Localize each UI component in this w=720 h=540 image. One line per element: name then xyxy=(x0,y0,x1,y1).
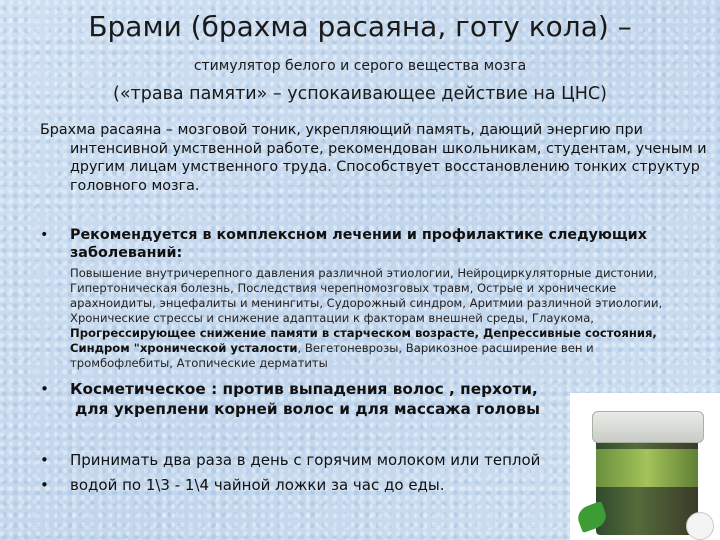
bullet-recommendation-text: Рекомендуется в комплексном лечении и профилактике следующих заболеваний: xyxy=(70,227,647,261)
bullet-cosmetic-line2: для укреплени корней волос и для массажа головы xyxy=(75,400,540,418)
bullet-dosage-2 xyxy=(40,475,600,495)
disease-list-text: Повышение внутричерепного давления различной этиологии, Нейроциркуляторные дистонии, Гипертоническая болезнь, Последствия черепномозговых травм, Острые и хронические арахноидиты, энцефалиты и менингиты, Судорожный синдром, Аритмии различной этиологии, Хронические стрессы и снижение адаптации к факторам внешней среды, Глаукома, xyxy=(70,266,663,325)
jar-lid xyxy=(592,411,704,443)
seal-icon xyxy=(686,512,714,540)
disease-list-text-end: , Вегетоневрозы, Варикозное расширение вен и тромбофлебиты, Атопические дерматиты xyxy=(70,341,594,370)
disease-list-bold: Прогрессирующее снижение памяти в старческом возрасте, Депрессивные состояния, Синдром "хронической усталости xyxy=(70,326,657,355)
bullet-dosage-text-2: водой по 1\3 - 1\4 чайной ложки за час до еды. xyxy=(70,476,445,494)
bullet-cosmetic-line1: Косметическое : против выпадения волос , перхоти, xyxy=(70,380,538,398)
bullet-marker: • xyxy=(40,476,49,494)
slide-subtitle-secondary: («трава памяти» – успокаивающее действие на ЦНС) xyxy=(113,84,607,104)
bullet-cosmetic-text xyxy=(40,379,600,419)
bullet-recommendation xyxy=(40,226,690,262)
intro-paragraph: Брахма расаяна – мозговой тоник, укрепляющий память, дающий энергию при интенсивной умственной работе, рекомендован школьникам, студентам, ученым и другим лицам умственного труда. Способствует восстановлению тонких структур головного мозга. xyxy=(40,122,707,194)
bullet-marker: • xyxy=(40,227,49,243)
bullet-marker: • xyxy=(40,380,50,398)
bullet-marker: • xyxy=(40,451,49,469)
slide-subtitle: стимулятор белого и серого вещества мозга xyxy=(193,58,527,74)
bullet-cosmetic xyxy=(40,379,600,419)
bullet-dosage-1 xyxy=(40,450,600,470)
disease-list xyxy=(70,266,682,371)
jar-label-band xyxy=(596,449,698,487)
bullet-dosage-text-1: Принимать два раза в день с горячим молоком или теплой xyxy=(70,451,541,469)
slide-title: Брами (брахма расаяна, готу кола) – xyxy=(88,10,632,43)
